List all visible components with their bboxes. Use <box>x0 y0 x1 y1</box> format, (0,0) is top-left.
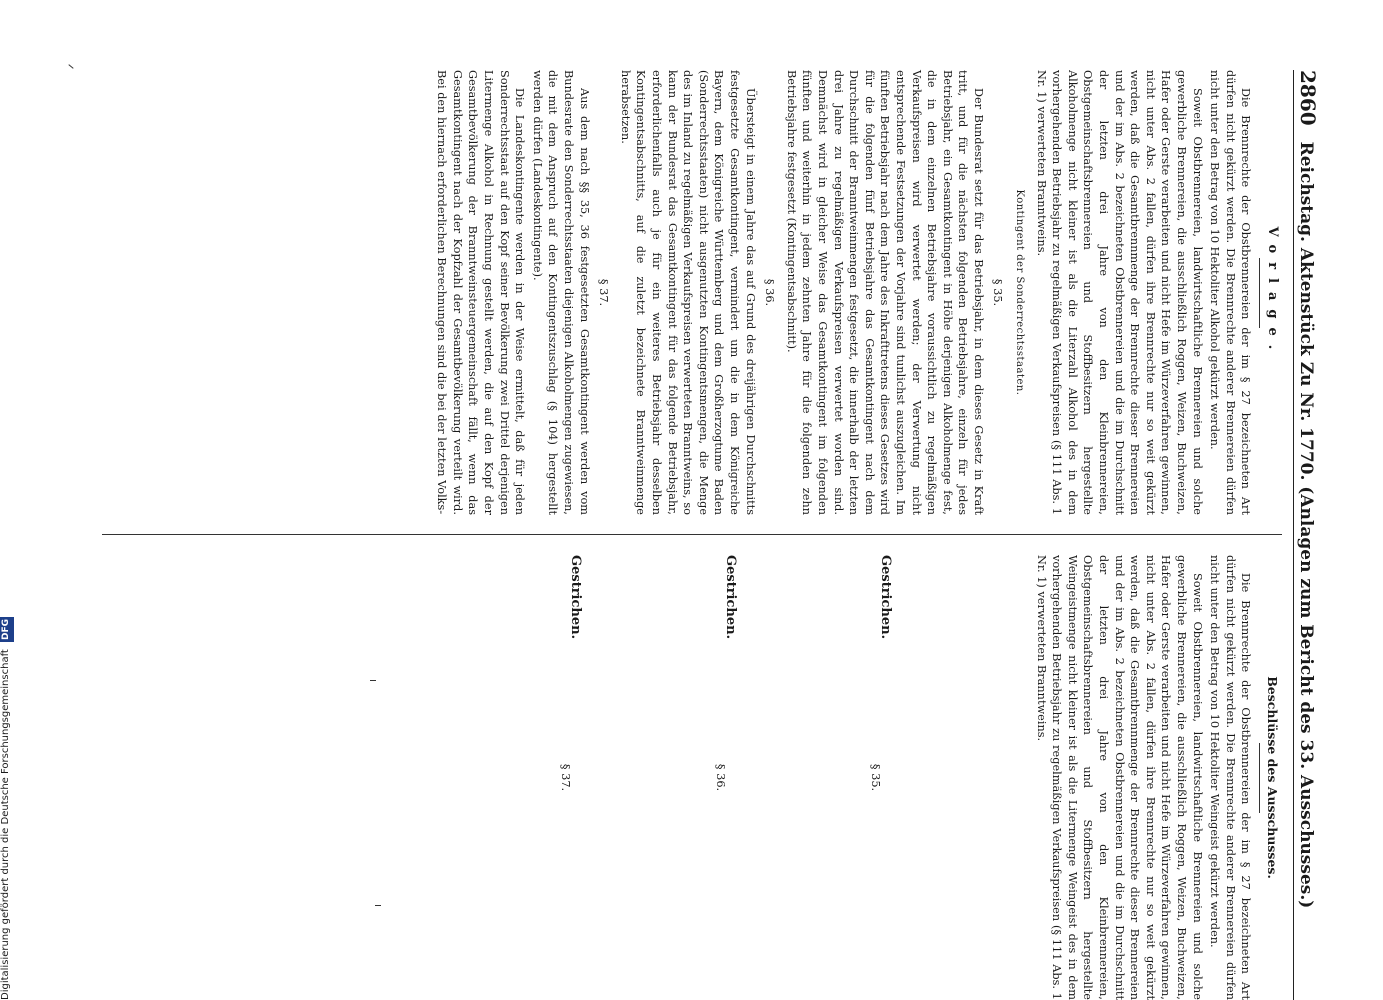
paragraph: Aus dem nach §§ 35, 36 festgesetzten Gesamtkontingent werden vom Bundesrate den Sonderrechtsstaaten diejenigen Alkoholmengen zugewiesen, die mit dem Anspruch auf den Kontingentszuschlag (§ 104) hergestellt werden dürfen (Landeskontingente). <box>530 70 591 515</box>
left-column-vorlage <box>432 70 1280 515</box>
struck-note: Gestrichen. <box>878 555 894 640</box>
page-number: 2860 <box>1296 70 1320 126</box>
section-35-heading: § 35. <box>991 278 1005 307</box>
right-column-beschluesse <box>558 555 1280 1000</box>
credit-text: Digitalisierung gefördert durch die Deutsche Forschungsgemeinschaft <box>0 649 11 1000</box>
struck-note: Gestrichen. <box>723 555 739 640</box>
struck-note: Gestrichen. <box>568 555 584 640</box>
paragraph: Die Landeskontingente werden in der Weise ermittelt, daß für jeden Sonderrechtsstaat auf den Kopf seiner Bevölkerung zwei Drittel derjenigen Litermenge Alkohol in Rechnung gestellt werden, die auf den Kopf der Gesamtbevölkerung der Branntweinsteuergemeinschaft fällt, wenn das Gesamtkontingent nach der Kopfzahl der Gesamtbevölkerung verteilt wird. Bei den hiernach erforderlichen Berechnungen sind die bei der letzten Volks- <box>435 70 527 515</box>
title-rule <box>1259 258 1260 328</box>
section-subtitle: Kontingent der Sonderrechtsstaaten. <box>1014 189 1026 396</box>
paragraph: Die Brennrechte der Obstbrennereien der im § 27 bezeichneten Art dürfen nicht gekürzt werden. Die Brennrechte anderer Brennereien dürfen nicht unter den Betrag von 10 Hektoliter Alkohol gekürzt werden. <box>1208 70 1253 515</box>
scan-speck <box>68 64 73 69</box>
section-35-heading: § 35. <box>869 763 883 792</box>
section-37-heading: § 37. <box>558 763 572 792</box>
paragraph: Soweit Obstbrennereien, landwirtschaftliche Brennereien und solche gewerbliche Brennereien, die ausschließlich Roggen, Weizen, Buchweizen, Hafer oder Gerste verarbeiten und nicht Hefe im Würzeverfahren gewinnen, nicht unter Abs. 2 fallen, dürfen ihre Brennrechte nur so weit gekürzt werden, daß die Gesamtbrennmenge der Brennrechte dieser Brennereien und der im Abs. 2 bezeichneten Obstbrennereien und die im Durchschnitt der letzten drei Jahre von den Kleinbrennereien, Obstgemeinschaftsbrennereien und Stoffbesitzern hergestellte Weingeistmenge nicht kleiner ist als die Litermenge Weingeist des in dem vorhergehenden Betriebsjahr zu regelmäßigen Verkaufspreisen (§ 111 Abs. 1 Nr. 1) verwerteten Branntweins. <box>1034 555 1204 1000</box>
section-36-heading: § 36. <box>713 763 727 792</box>
dfg-logo: DFG <box>0 617 14 642</box>
paragraph: Die Brennrechte der Obstbrennereien der im § 27 bezeichneten Art dürfen nicht gekürzt werden. Die Brennrechte anderer Brennereien dürfen nicht unter den Betrag von 10 Hektoliter Weingeist gekürzt werden. <box>1208 555 1253 1000</box>
rotated-document <box>90 70 1320 1000</box>
header-title: Reichstag. Aktenstück Zu Nr. 1770. (Anlagen zum Bericht des 33. Ausschusses.) <box>1296 141 1316 909</box>
left-column-title: Vorlage. <box>1265 226 1280 359</box>
paragraph: Soweit Obstbrennereien, landwirtschaftliche Brennereien und solche gewerbliche Brennereien, die ausschließlich Roggen, Weizen, Buchweizen, Hafer oder Gerste verarbeiten und nicht Hefe im Würzeverfahren gewinnen, nicht unter Abs. 2 fallen, dürfen ihre Brennrechte nur so weit gekürzt werden, daß die Gesamtbrennmenge der Brennrechte dieser Brennereien und der im Abs. 2 bezeichneten Obstbrennereien und die im Durchschnitt der letzten drei Jahre von den Kleinbrennereien, Obstgemeinschaftsbrennereien und Stoffbesitzern hergestellte Alkoholmenge nicht kleiner ist als die Literzahl Alkohol des in dem vorhergehenden Betriebsjahr zu regelmäßigen Verkaufspreisen (§ 111 Abs. 1 Nr. 1) verwerteten Branntweins. <box>1034 70 1204 515</box>
header-rule <box>1293 70 1294 1000</box>
column-divider <box>102 534 1282 535</box>
paragraph: Übersteigt in einem Jahre das auf Grund des dreijährigen Durchschnitts festgesetzte Gesamtkontingent, vermindert um die in dem Königreiche Bayern, dem Königreiche Württemberg und dem Großherzogtume Baden (Sonderrechtsstaaten) nicht ausgenutzten Kontingentsmengen, die Menge des im Inland zu regelmäßigen Verkaufspreisen verwerteten Branntweins, so kann der Bundesrat das Gesamtkontingent für das folgende Betriebsjahr, erforderlichenfalls auch je für ein weiteres Betriebsjahr desselben Kontingentsabschnitts, auf die zuletzt bezeichnete Branntweinmenge herabsetzen. <box>618 70 757 515</box>
digitization-credit <box>0 580 14 1000</box>
scan-speck <box>370 680 376 681</box>
title-rule <box>1259 743 1260 813</box>
paragraph: Der Bundesrat setzt für das Betriebsjahr, in dem dieses Gesetz in Kraft tritt, und für die nächsten folgenden Betriebsjahre, einzeln für jedes Betriebsjahr, ein Gesamtkontingent in Höhe derjenigen Alkoholmenge fest, die in dem einzelnen Betriebsjahre voraussichtlich zu regelmäßigen Verkaufspreisen wird verwertet werden; der Verwertung nicht entsprechende Festsetzungen der Vorjahre sind tunlichst auszugleichen. Im fünften Betriebsjahr nach dem Jahre des Inkrafttretens dieses Gesetzes wird für die folgenden fünf Betriebsjahre das Gesamtkontingent nach dem Durchschnitt der Branntweinmengen festgesetzt, die innerhalb der letzten drei Jahre zu regelmäßigen Verkaufspreisen verwertet worden sind. Demnächst wird in gleicher Weise das Gesamtkontingent im folgenden fünften und weiterhin in jedem zehnten Jahre für die folgenden zehn Betriebsjahre festgesetzt (Kontingentsabschnitt). <box>784 70 985 515</box>
section-36-heading: § 36. <box>763 278 777 307</box>
scan-speck <box>375 905 381 906</box>
right-column-title: Beschlüsse des Ausschusses. <box>1265 676 1280 879</box>
page-header <box>1296 70 1320 1000</box>
section-37-heading: § 37. <box>597 278 611 307</box>
